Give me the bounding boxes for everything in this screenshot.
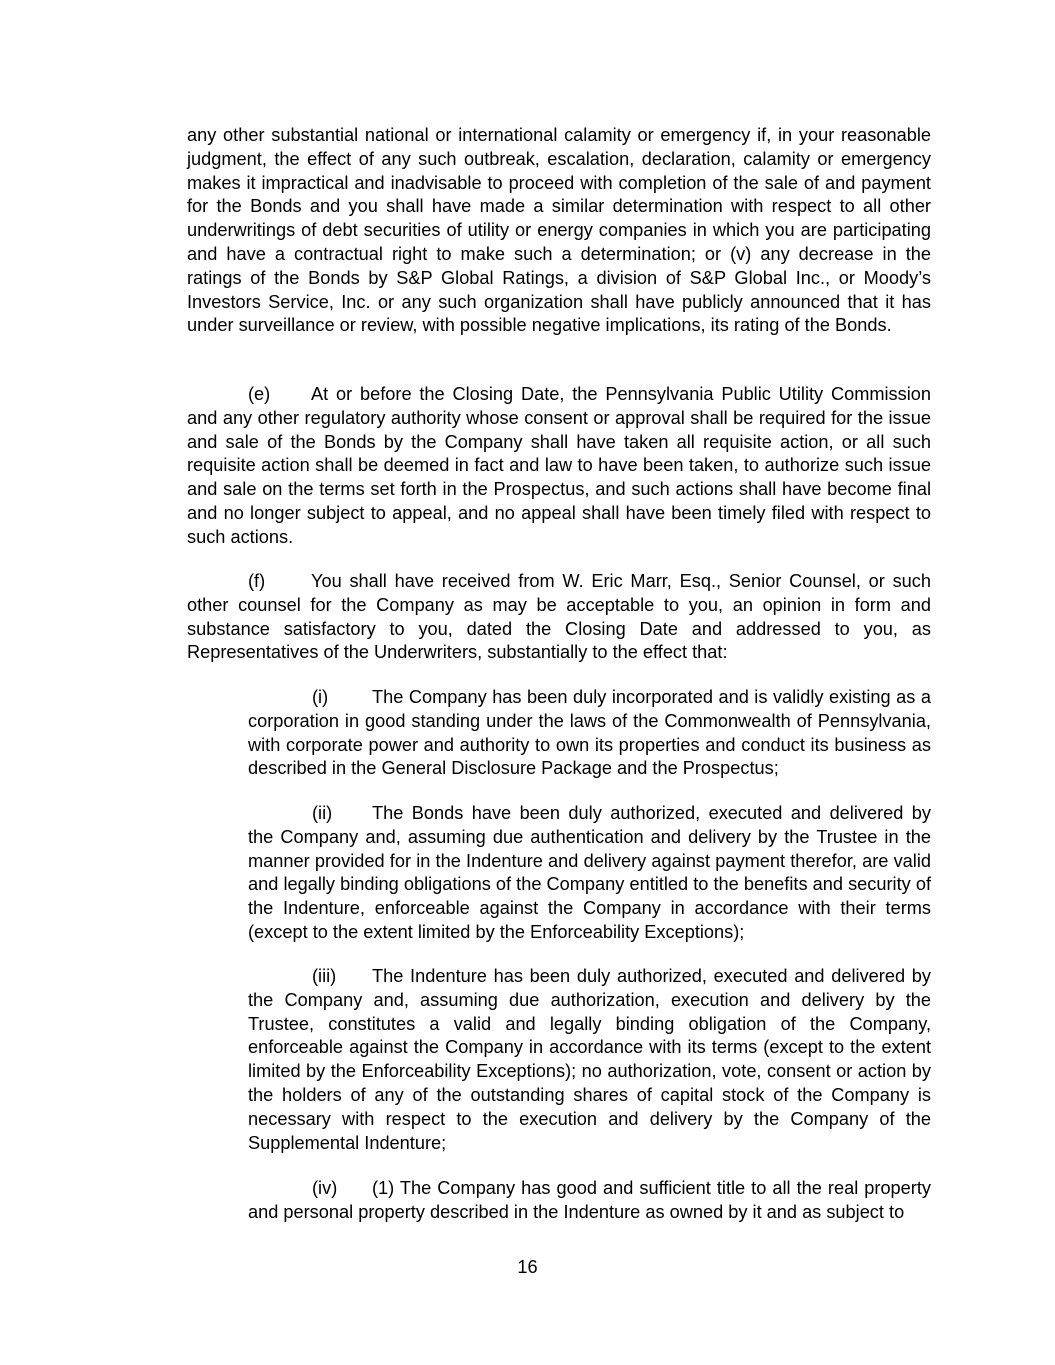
section-e-label: (e) [248, 384, 271, 404]
section-e-paragraph [187, 383, 931, 550]
subsection-iii-label: (iii) [312, 966, 337, 986]
subsection-iv-text: (1) The Company has good and sufficient title to all the real property and personal property described in the Indenture as owned by it and as subject to [248, 1178, 931, 1222]
subsection-ii-text: The Bonds have been duly authorized, executed and delivered by the Company and, assuming due authentication and delivery by the Trustee in the manner provided for in the Indenture and delivery against payment therefor, are valid and legally binding obligations of the Company entitled to the benefits and security of the Indenture, enforceable against the Company in accordance with their terms (except to the extent limited by the Enforceability Exceptions); [248, 803, 931, 942]
section-f-text: You shall have received from W. Eric Marr, Esq., Senior Counsel, or such other counsel for the Company as may be acceptable to you, an opinion in form and substance satisfactory to you, dated the Closing Date and addressed to you, as Representatives of the Underwriters, substantially to the effect that: [187, 571, 931, 663]
section-f-paragraph [187, 570, 931, 665]
section-f-label: (f) [248, 571, 266, 591]
page-number: 16 [517, 1257, 538, 1277]
subsection-i-paragraph [248, 686, 931, 781]
subsection-iv-paragraph [248, 1177, 931, 1225]
subsection-i-text: The Company has been duly incorporated and is validly existing as a corporation in good standing under the laws of the Commonwealth of Pennsylvania, with corporate power and authority to own its properties and conduct its business as described in the General Disclosure Package and the Prospectus; [248, 687, 931, 779]
subsection-iii-text: The Indenture has been duly authorized, executed and delivered by the Company and, assuming due authorization, execution and delivery by the Trustee, constitutes a valid and legally binding obligation of the Company, enforceable against the Company in accordance with its terms (except to the extent limited by the Enforceability Exceptions); no authorization, vote, consent or action by the holders of any of the outstanding shares of capital stock of the Company is necessary with respect to the execution and delivery by the Company of the Supplemental Indenture; [248, 966, 931, 1153]
section-e-text: At or before the Closing Date, the Pennsylvania Public Utility Commission and any other regulatory authority whose consent or approval shall be required for the issue and sale of the Bonds by the Company shall have taken all requisite action, or all such requisite action shall be deemed in fact and law to have been taken, to authorize such issue and sale on the terms set forth in the Prospectus, and such actions shall have become final and no longer subject to appeal, and no appeal shall have been timely filed with respect to such actions. [187, 384, 931, 547]
subsection-i-label: (i) [312, 687, 329, 707]
subsection-iv-label: (iv) [312, 1178, 338, 1198]
subsection-ii-paragraph [248, 802, 931, 945]
continuation-paragraph: any other substantial national or international calamity or emergency if, in your reasonable judgment, the effect of any such outbreak, escalation, declaration, calamity or emergency makes it impractical and inadvisable to proceed with completion of the sale of and payment for the Bonds and you shall have made a similar determination with respect to all other underwritings of debt securities of utility or energy companies in which you are participating and have a contractual right to make such a determination; or (v) any decrease in the ratings of the Bonds by S&P Global Ratings, a division of S&P Global Inc., or Moody’s Investors Service, Inc. or any such organization shall have publicly announced that it has under surveillance or review, with possible negative implications, its rating of the Bonds. [187, 125, 931, 336]
subsection-ii-label: (ii) [312, 803, 333, 823]
subsection-iii-paragraph [248, 965, 931, 1155]
